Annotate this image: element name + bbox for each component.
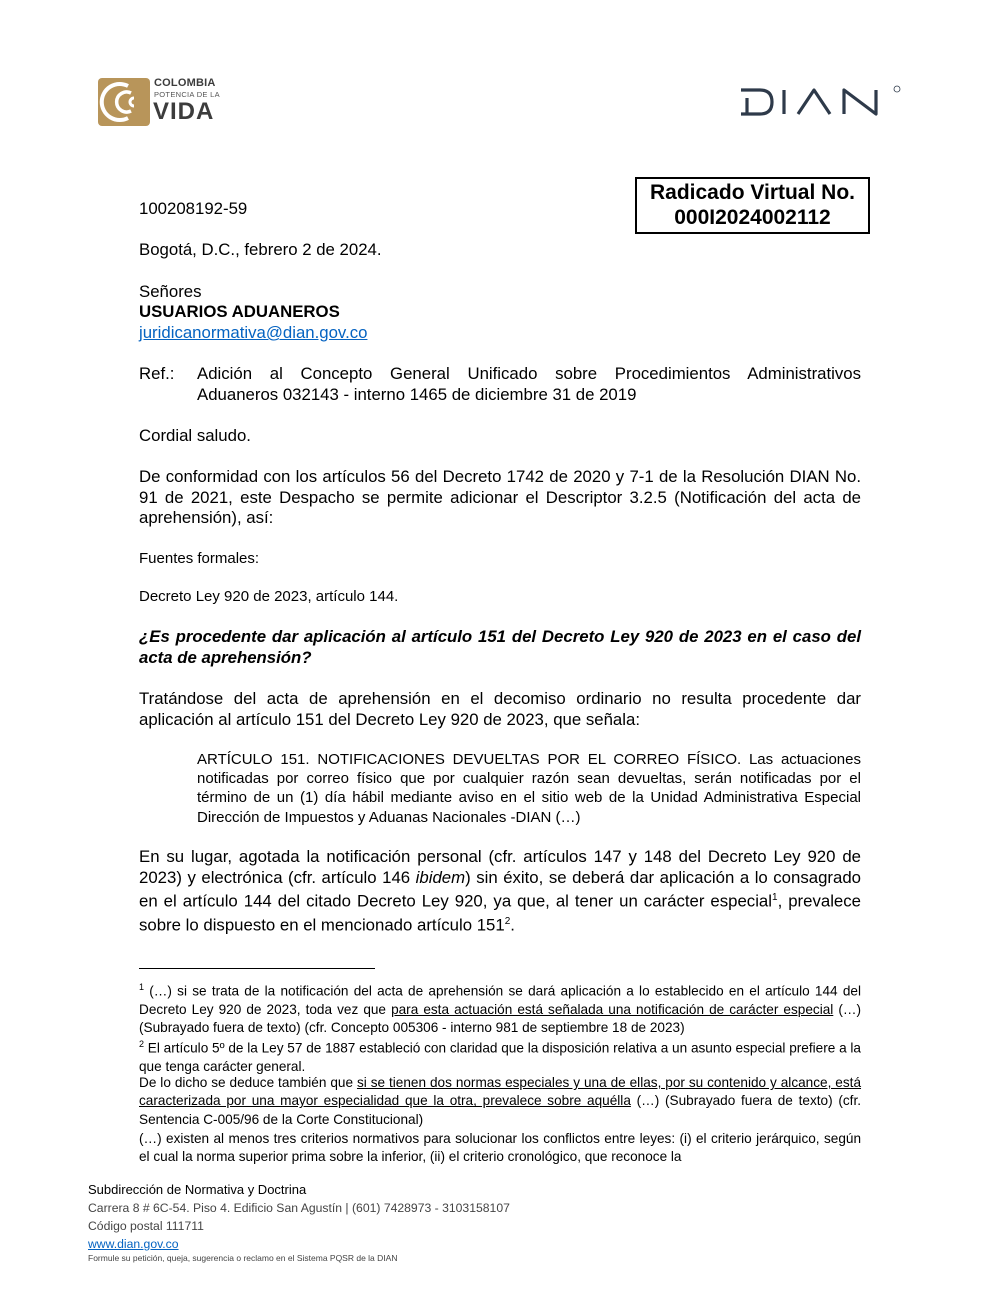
footnote-1-text-a: (…) si se trata de la notificación del acta de aprehensión se dará aplicación a lo establecido en el artículo 144 del Decreto Ley 920 de 2023, toda vez que xyxy=(139,983,861,1017)
logo-text-vida: VIDA xyxy=(153,98,215,125)
logo-text-colombia: COLOMBIA xyxy=(154,77,216,89)
conclusion-ibidem: ibidem xyxy=(415,867,466,887)
footer-office: Subdirección de Normativa y Doctrina xyxy=(88,1182,307,1197)
footnote-1 xyxy=(139,978,861,1038)
conclusion-part-d: . xyxy=(510,915,515,935)
salutation: Señores xyxy=(139,282,202,301)
colombia-potencia-de-la-vida-logo xyxy=(98,76,233,128)
conclusion-paragraph xyxy=(139,847,861,936)
document-date: Bogotá, D.C., febrero 2 de 2024. xyxy=(139,240,382,259)
logo-text-potencia: POTENCIA DE LA xyxy=(154,90,220,99)
radicado-label: Radicado Virtual No. xyxy=(650,181,855,204)
footnote-1-number: 1 xyxy=(139,982,145,992)
conclusion-part-a: En su lugar, agotada la notificación personal (cfr. artículos 147 y 148 del Decreto Ley 920 de 2023) y electrónica (cfr. artículo 146 xyxy=(139,847,861,887)
sources-text: Decreto Ley 920 de 2023, artículo 144. xyxy=(139,588,399,605)
article-151-quote: ARTÍCULO 151. NOTIFICACIONES DEVUELTAS POR EL CORREO FÍSICO. Las actuaciones notificadas por correo físico que por cualquier razón sean devueltas, serán notificadas por el término de un (1) día hábil mediante aviso en el sitio web de la Unidad Administrativa Especial Dirección de Impuestos y Aduanas Nacionales -DIAN (…) xyxy=(197,751,861,826)
footer-postal-code: Código postal 111711 xyxy=(88,1219,204,1233)
ref-line-2: Aduaneros 032143 - interno 1465 de diciembre 31 de 2019 xyxy=(197,385,637,404)
greeting: Cordial saludo. xyxy=(139,426,251,445)
colombia-logo-mark-icon xyxy=(98,78,150,126)
document-number: 100208192-59 xyxy=(139,199,248,218)
conclusion-part-b: ) sin éxito, se deberá dar aplicación a lo consagrado en el artículo 144 del citado Decreto Ley 920, ya que, al tener un carácter especial xyxy=(139,867,861,911)
footer xyxy=(88,1181,688,1263)
footer-pqsr-note: Formule su petición, queja, sugerencia o reclamo en el Sistema PQSR de la DIAN xyxy=(88,1253,398,1263)
footnote-2-paragraph-3: (…) existen al menos tres criterios normativos para solucionar los conflictos entre leyes: (i) el criterio jerárquico, según el cual la norma superior prima sobre la inferior, (ii) el criterio cronológico, que reconoce la xyxy=(139,1131,861,1165)
sources-label: Fuentes formales: xyxy=(139,550,260,567)
footnote-2-p2-text-b: (…) (Subrayado fuera de texto) (cfr. Sentencia C-005/96 de la Corte Constitucional) xyxy=(139,1093,861,1127)
footnote-ref-2: 2 xyxy=(504,916,511,928)
footnote-2-p2-underlined: si se tienen dos normas especiales y una de ellas, por su contenido y alcance, está caracterizada por una mayor especialidad que la otra, prevalece sobre aquélla xyxy=(139,1075,862,1109)
footnote-ref-1: 1 xyxy=(772,892,778,903)
footnote-2-paragraph-2 xyxy=(139,1074,861,1129)
footnote-1-text-b: (…) (Subrayado fuera de texto) (cfr. Concepto 005306 - interno 981 de septiembre 18 de 2023) xyxy=(139,1001,861,1036)
footnote-separator xyxy=(139,968,375,969)
conclusion-part-c: , prevalece sobre lo dispuesto en el mencionado artículo 151 xyxy=(139,891,861,935)
footnote-2-p2-text-a: De lo dicho se deduce también que xyxy=(139,1075,357,1090)
radicado-number: 000I2024002112 xyxy=(674,206,831,229)
question: ¿Es procedente dar aplicación al artículo 151 del Decreto Ley 920 de 2023 en el caso del acta de aprehensión? xyxy=(139,627,861,667)
recipient: USUARIOS ADUANEROS xyxy=(139,302,340,321)
answer-paragraph: Tratándose del acta de aprehensión en el decomiso ordinario no resulta procedente dar aplicación al artículo 151 del Decreto Ley 920 de 2023, que señala: xyxy=(139,689,861,729)
email-link[interactable]: juridicanormativa@dian.gov.co xyxy=(139,323,368,342)
ref-line-1: Adición al Concepto General Unificado sobre Procedimientos Administrativos xyxy=(197,364,861,383)
footer-address: Carrera 8 # 6C-54. Piso 4. Edificio San Agustín | (601) 7428973 - 3103158107 xyxy=(88,1201,510,1215)
footnote-1-underlined: para esta actuación está señalada una notificación de carácter especial xyxy=(391,1001,834,1017)
footnote-2-number: 2 xyxy=(139,1039,145,1049)
footnote-2 xyxy=(139,1035,861,1076)
radicado-box xyxy=(635,177,870,234)
dian-logo xyxy=(738,85,903,124)
ref-label: Ref.: xyxy=(139,364,175,383)
footnote-2-text: El artículo 5º de la Ley 57 de 1887 estableció con claridad que la disposición relativa a un asunto especial prefiere a la que tenga carácter general. xyxy=(139,1040,861,1074)
intro-paragraph: De conformidad con los artículos 56 del Decreto 1742 de 2020 y 7-1 de la Resolución DIAN No. 91 de 2021, este Despacho se permite adicionar el Descriptor 3.2.5 (Notificación del acta de aprehensión), así: xyxy=(139,467,861,527)
footer-website-link[interactable]: www.dian.gov.co xyxy=(88,1237,179,1251)
dian-logo-icon xyxy=(738,85,903,119)
